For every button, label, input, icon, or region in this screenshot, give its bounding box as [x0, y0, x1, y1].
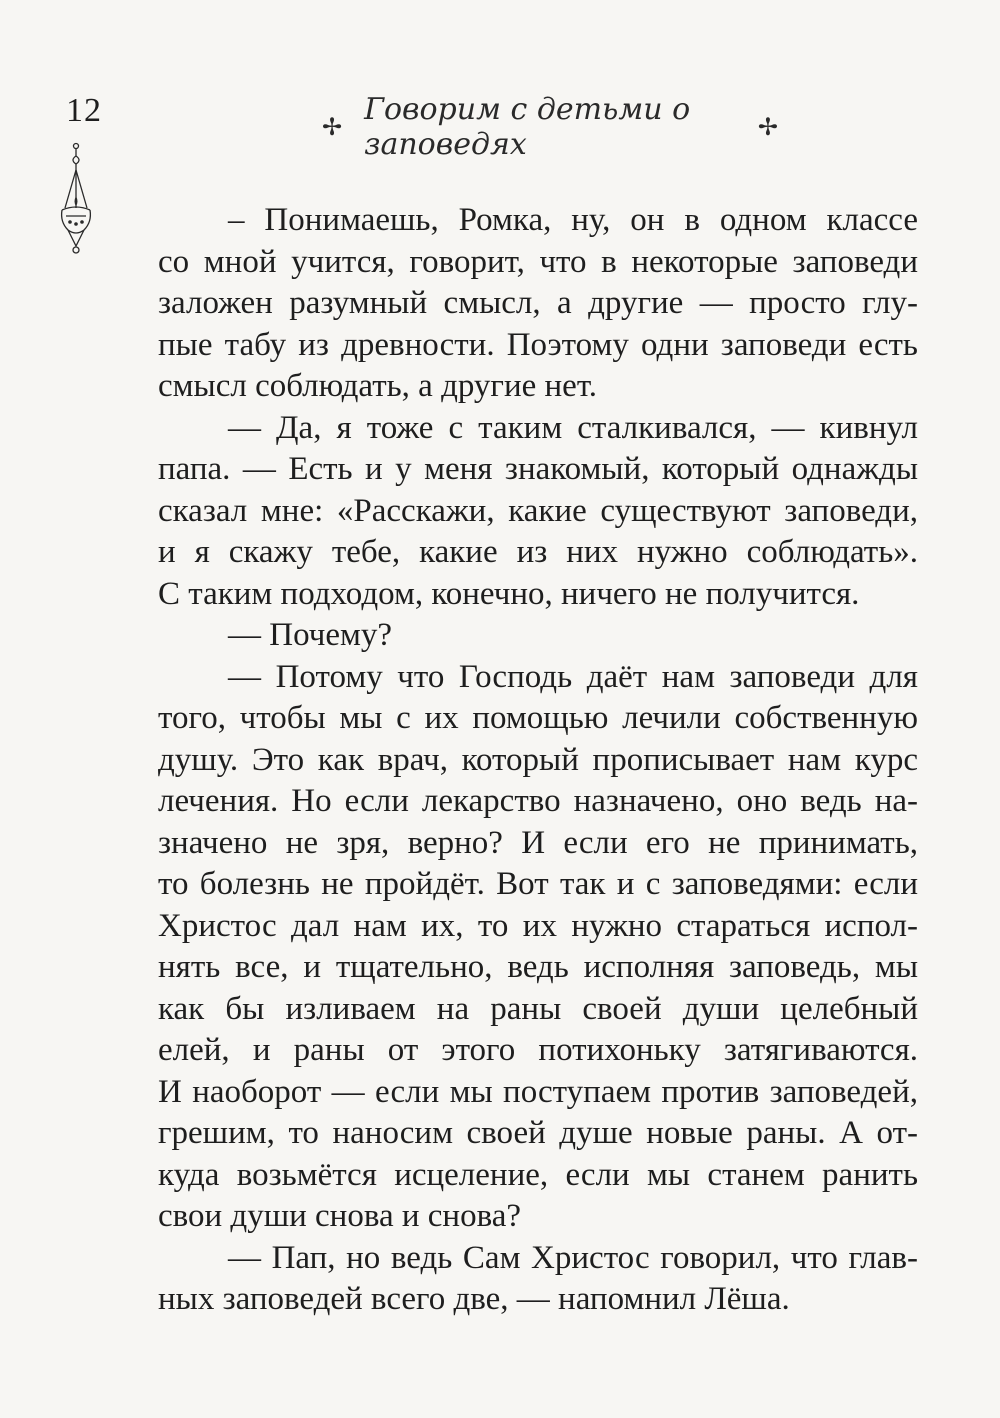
text-line: того, чтобы мы с их помощью лечили собственную	[158, 700, 918, 736]
body-text	[158, 200, 918, 1321]
text-line: – Понимаешь, Ромка, ну, он в одном классе	[228, 202, 918, 238]
text-line: елей, и раны от этого потихоньку затягиваются.	[158, 1032, 918, 1068]
hanging-lamp-icon	[56, 142, 96, 264]
text-line: ных заповедей всего две, — напомнил Лёша.	[158, 1281, 790, 1317]
running-title: Говорим с детьми о заповедях	[364, 92, 691, 162]
text-line: сказал мне: «Расскажи, какие существуют заповеди,	[158, 492, 918, 529]
text-line: душу. Это как врач, который прописывает нам курс	[158, 741, 918, 778]
running-head	[300, 92, 800, 162]
text-line: Христос дал нам их, то их нужно стараться испол-	[158, 907, 918, 944]
text-line: куда возьмётся исцеление, если мы станем ранить	[158, 1156, 918, 1193]
text-line: — Да, я тоже с таким сталкивался, — кивнул	[228, 409, 918, 446]
text-line: со мной учится, говорит, что в некоторые заповеди	[158, 243, 918, 280]
cross-ornament-right: ✢	[757, 113, 778, 141]
text-line: — Пап, но ведь Сам Христос говорил, что глав-	[228, 1239, 918, 1276]
text-line: грешим, то наносим своей душе новые раны. А от-	[158, 1115, 918, 1151]
text-line: пые табу из древности. Поэтому одни заповеди есть	[158, 326, 918, 363]
text-line: лечения. Но если лекарство назначено, оно ведь на-	[158, 783, 918, 819]
text-line: И наоборот — если мы поступаем против заповедей,	[158, 1073, 918, 1110]
text-line: — Потому что Господь даёт нам заповеди для	[228, 658, 918, 695]
text-line: нять все, и тщательно, ведь исполняя заповедь, мы	[158, 949, 918, 985]
text-line: заложен разумный смысл, а другие — просто глу-	[158, 285, 918, 321]
text-line: как бы изливаем на раны своей души целебный	[158, 990, 918, 1027]
text-line: смысл соблюдать, а другие нет.	[158, 368, 598, 404]
text-line: С таким подходом, конечно, ничего не получится.	[158, 575, 860, 612]
text-line: свои души снова и снова?	[158, 1198, 522, 1234]
text-line: папа. — Есть и у меня знакомый, который однажды	[158, 451, 918, 487]
page-number: 12	[66, 92, 102, 129]
text-line: — Почему?	[228, 617, 393, 653]
text-line: и я скажу тебе, какие из них нужно соблюдать».	[158, 534, 918, 570]
cross-ornament-left: ✢	[322, 113, 343, 141]
text-line: то болезнь не пройдёт. Вот так и с заповедями: если	[158, 866, 918, 902]
text-line: значено не зря, верно? И если его не принимать,	[158, 824, 918, 861]
